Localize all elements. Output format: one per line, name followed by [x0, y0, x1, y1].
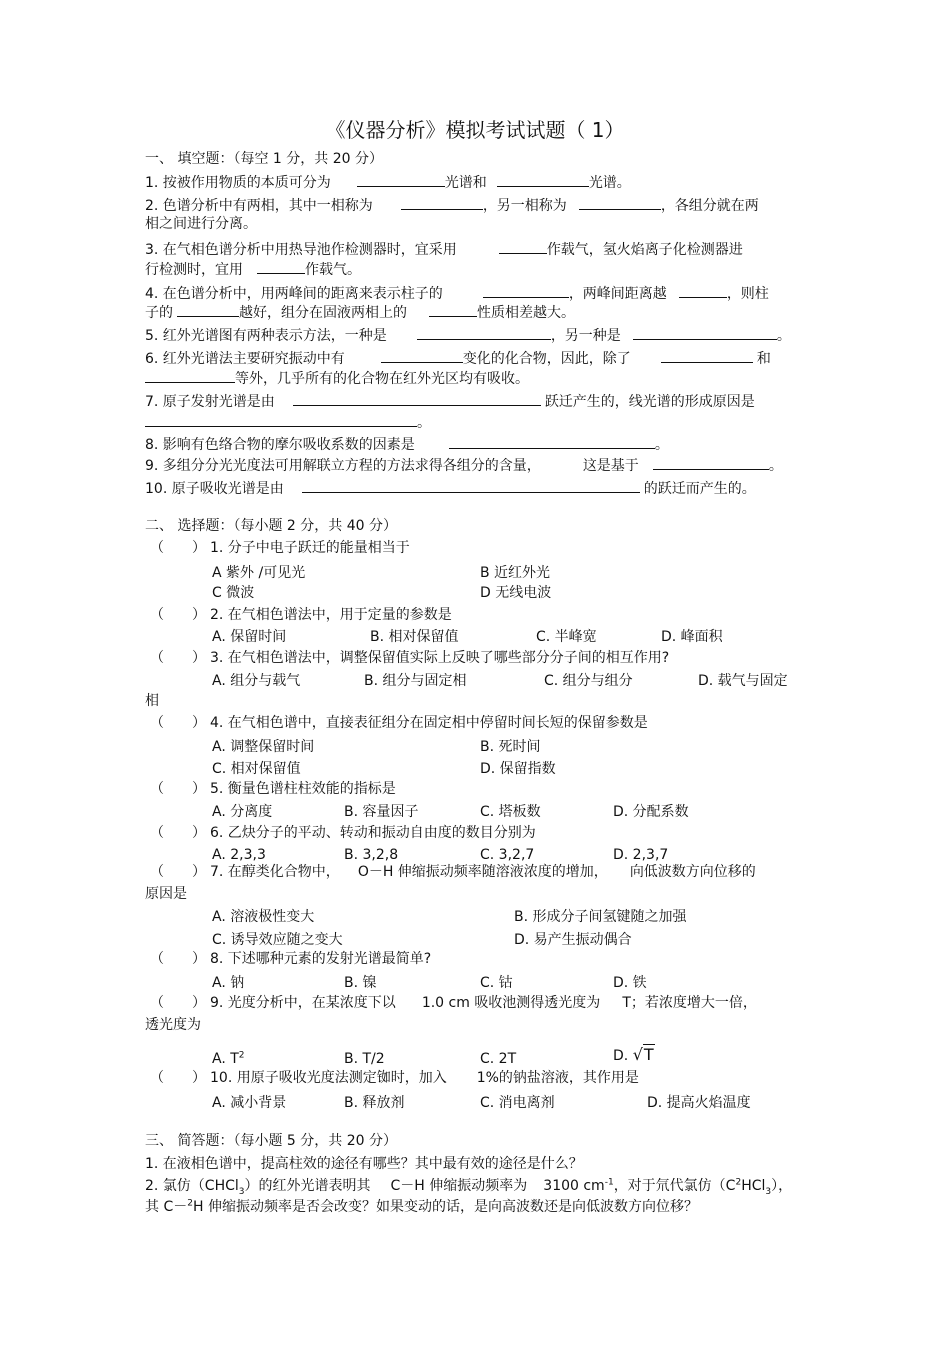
- fill-q7-cont: 。: [145, 414, 431, 431]
- choice-q4-stem: （ ） 4. 在气相色谱中，直接表征组分在固定相中停留时间长短的保留参数是: [150, 715, 648, 731]
- short-q2: 2. 氯仿（CHCl$_3$）的红外光谱表明其 C－H 伸缩振动频率为 3100 $cm^{-1}$，对于氘代氯仿$(C^2HCl_3)$，: [145, 1177, 793, 1197]
- fill-q3-cont: 行检测时，宜用 作载气。: [145, 262, 361, 278]
- choice-q6-stem: （ ） 6. 乙炔分子的平动、转动和振动自由度的数目分别为: [150, 825, 536, 841]
- choice-q2-stem: （ ） 2. 在气相色谱法中，用于定量的参数是: [150, 607, 452, 623]
- choice-q2-option-a[interactable]: A. 保留时间: [212, 629, 287, 645]
- choice-q1-option-a[interactable]: A 紫外 /可见光: [212, 565, 306, 581]
- fill-q4-cont: 子的 越好，组分在固液两相上的 性质相差越大。: [145, 305, 575, 321]
- choice-q8-stem: （ ） 8. 下述哪种元素的发射光谱最简单?: [150, 951, 432, 967]
- fill-q7: 7. 原子发射光谱是由 跃迁产生的，线光谱的形成原因是: [145, 394, 755, 410]
- choice-q7-stem-cont: 原因是: [145, 886, 187, 902]
- section-2-header: 二、 选择题：（每小题 2 分，共 40 分）: [145, 518, 397, 534]
- fill-q3: 3. 在气相色谱分析中用热导池作检测器时，宜采用 作载气，氢火焰离子化检测器进: [145, 242, 743, 258]
- choice-q3-stem: （ ） 3. 在气相色谱法中，调整保留值实际上反映了哪些部分分子间的相互作用?: [150, 650, 670, 666]
- fill-q2-cont: 相之间进行分离。: [145, 216, 257, 232]
- choice-q1-stem: （ ） 1. 分子中电子跃迁的能量相当于: [150, 540, 410, 556]
- choice-q10-option-a[interactable]: A. 减小背景: [212, 1095, 287, 1111]
- choice-q9-stem-cont: 透光度为: [145, 1017, 201, 1033]
- choice-q4-option-b[interactable]: B. 死时间: [480, 739, 541, 755]
- choice-q10-stem: （ ） 10. 用原子吸收光度法测定铷时，加入 1%的钠盐溶液，其作用是: [150, 1070, 639, 1086]
- section-3-header: 三、 简答题：（每小题 5 分，共 20 分）: [145, 1133, 397, 1149]
- choice-q5-option-c[interactable]: C. 塔板数: [480, 804, 541, 820]
- fill-q6: 6. 红外光谱法主要研究振动中有 变化的化合物，因此，除了 和: [145, 351, 771, 367]
- choice-q2-option-c[interactable]: C. 半峰宽: [536, 629, 597, 645]
- choice-q10-option-b[interactable]: B. 释放剂: [344, 1095, 405, 1111]
- choice-q4-option-a[interactable]: A. 调整保留时间: [212, 739, 315, 755]
- choice-q7-option-d[interactable]: D. 易产生振动偶合: [514, 932, 632, 948]
- fill-q6-cont: 等外，几乎所有的化合物在红外光区均有吸收。: [145, 370, 529, 387]
- fill-q9: 9. 多组分分光光度法可用解联立方程的方法求得各组分的含量， 这是基于 。: [145, 458, 783, 474]
- choice-q2-option-d[interactable]: D. 峰面积: [661, 629, 723, 645]
- choice-q3-option-d[interactable]: D. 载气与固定: [698, 673, 788, 689]
- choice-q7-option-a[interactable]: A. 溶液极性变大: [212, 909, 315, 925]
- fill-q1: 1. 按被作用物质的本质可分为 光谱和 光谱。: [145, 175, 631, 191]
- choice-q6-option-a[interactable]: A. 2,3,3: [212, 847, 266, 863]
- choice-q5-option-d[interactable]: D. 分配系数: [613, 804, 689, 820]
- section-1-header: 一、 填空题：（每空 1 分，共 20 分）: [145, 151, 383, 167]
- choice-q8-option-c[interactable]: C. 钴: [480, 975, 513, 991]
- fill-q10: 10. 原子吸收光谱是由 的跃迁而产生的。: [145, 481, 756, 497]
- fill-q8: 8. 影响有色络合物的摩尔吸收系数的因素是 。: [145, 437, 669, 453]
- choice-q8-option-a[interactable]: A. 钠: [212, 975, 245, 991]
- choice-q5-option-a[interactable]: A. 分离度: [212, 804, 273, 820]
- exam-title: 《仪器分析》模拟考试试题（ 1）: [325, 118, 625, 142]
- fill-q5: 5. 红外光谱图有两种表示方法，一种是 ，另一种是 。: [145, 328, 791, 344]
- choice-q7-stem: （ ） 7. 在醇类化合物中， O－H 伸缩振动频率随溶液浓度的增加， 向低波数方向位移的: [150, 864, 756, 880]
- short-q2-cont: 其 C－$^2$H 伸缩振动频率是否会改变？如果变动的话，是向高波数还是向低波数方向位移？: [145, 1198, 698, 1215]
- sqrt-icon: √T: [632, 1045, 654, 1064]
- choice-q9-option-c[interactable]: C. 2T: [480, 1051, 517, 1067]
- choice-q7-option-b[interactable]: B. 形成分子间氢键随之加强: [514, 909, 687, 925]
- choice-q7-option-c[interactable]: C. 诱导效应随之变大: [212, 932, 343, 948]
- choice-q4-option-d[interactable]: D. 保留指数: [480, 761, 556, 777]
- choice-q3-option-a[interactable]: A. 组分与载气: [212, 673, 301, 689]
- choice-q6-option-b[interactable]: B. 3,2,8: [344, 847, 399, 863]
- choice-q9-option-d[interactable]: D. √T: [613, 1045, 654, 1064]
- choice-q6-option-c[interactable]: C. 3,2,7: [480, 847, 535, 863]
- choice-q5-stem: （ ） 5. 衡量色谱柱柱效能的指标是: [150, 781, 396, 797]
- choice-q8-option-b[interactable]: B. 镍: [344, 975, 377, 991]
- choice-q3-option-b[interactable]: B. 组分与固定相: [364, 673, 467, 689]
- choice-q3-option-c[interactable]: C. 组分与组分: [544, 673, 633, 689]
- choice-q1-option-b[interactable]: B 近红外光: [480, 565, 551, 581]
- fill-q4: 4. 在色谱分析中，用两峰间的距离来表示柱子的 ，两峰间距离越 ，则柱: [145, 286, 769, 302]
- choice-q1-option-d[interactable]: D 无线电波: [480, 585, 552, 601]
- choice-q9-stem: （ ） 9. 光度分析中，在某浓度下以 1.0 cm 吸收池测得透光度为 T；若浓度增大一倍，: [150, 995, 757, 1011]
- choice-q6-option-d[interactable]: D. 2,3,7: [613, 847, 669, 863]
- choice-q10-option-c[interactable]: C. 消电离剂: [480, 1095, 555, 1111]
- choice-q1-option-c[interactable]: C 微波: [212, 585, 255, 601]
- choice-q2-option-b[interactable]: B. 相对保留值: [370, 629, 459, 645]
- choice-q4-option-c[interactable]: C. 相对保留值: [212, 761, 301, 777]
- fill-q2: 2. 色谱分析中有两相，其中一相称为 ，另一相称为 ，各组分就在两: [145, 198, 759, 214]
- choice-q9-option-a[interactable]: A. $T^2$: [212, 1050, 245, 1067]
- choice-q5-option-b[interactable]: B. 容量因子: [344, 804, 419, 820]
- choice-q8-option-d[interactable]: D. 铁: [613, 975, 647, 991]
- choice-q3-option-d-cont: 相: [145, 693, 159, 709]
- short-q1: 1. 在液相色谱中，提高柱效的途径有哪些？其中最有效的途径是什么？: [145, 1156, 583, 1172]
- choice-q10-option-d[interactable]: D. 提高火焰温度: [647, 1095, 751, 1111]
- choice-q9-option-b[interactable]: B. T/2: [344, 1051, 385, 1067]
